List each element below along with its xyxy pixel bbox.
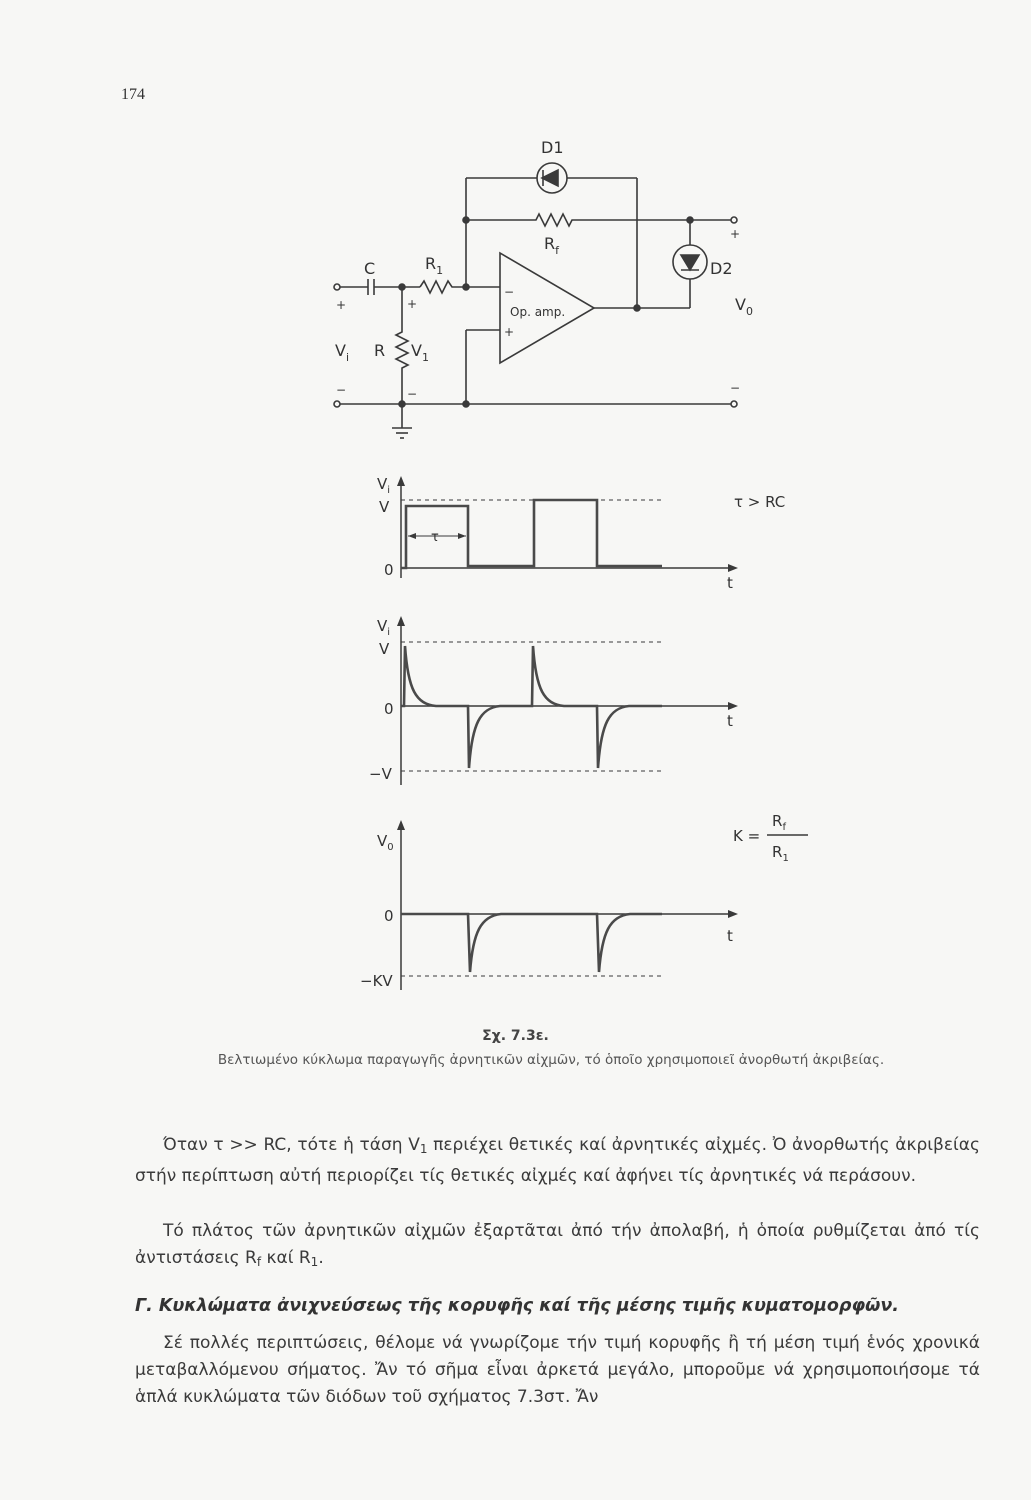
g2-x-arrow: [728, 702, 738, 710]
p2-text-b: καί R: [261, 1248, 311, 1268]
junction-ground-opamp: [463, 401, 469, 407]
opamp-minus-sign: −: [504, 285, 515, 299]
g3-neg-tick: −KV: [360, 972, 393, 990]
g3-k-lhs: K =: [733, 827, 761, 845]
paragraph-1: [135, 1132, 980, 1190]
d2-diode-icon: [681, 255, 699, 270]
p2-sub-1: 1: [310, 1255, 319, 1269]
vo-plus-sign: +: [730, 227, 741, 241]
figure-caption-title: Σχ. 7.3ε.: [482, 1028, 549, 1044]
graph-differentiated-spikes: [369, 616, 738, 785]
d2-label: D2: [710, 259, 733, 278]
graph-input-square-wave: [377, 475, 785, 592]
g3-x-arrow: [728, 910, 738, 918]
junction-r1: [463, 284, 469, 290]
g3-zero: 0: [384, 907, 394, 925]
vo-label: $V_0$: [735, 295, 753, 318]
g1-condition: τ > RC: [734, 493, 786, 511]
output-plus-terminal: [731, 217, 737, 223]
g2-v-tick: V: [379, 640, 390, 658]
g2-spike-wave: [401, 646, 662, 768]
rf-label: $R_f$: [544, 234, 559, 257]
p2-text-a: Τό πλάτος τῶν ἀρνητικῶν αἰχμῶν ἐξαρτᾶται ἀπό τήν ἀπολαβή, ἡ ὁποία ρυθμίζεται ἀπό τίς ἀντιστάσεις R: [135, 1221, 980, 1268]
opamp-label: Op. amp.: [510, 305, 566, 319]
g2-t-label: t: [727, 712, 733, 730]
g1-ylabel: $V_i$: [377, 475, 391, 496]
g3-output-wave: [401, 914, 662, 972]
output-minus-terminal: [731, 401, 737, 407]
vo-minus-sign: −: [730, 381, 741, 395]
vi-plus-sign: +: [336, 298, 347, 312]
paragraph-2: [135, 1218, 980, 1276]
d1-label: D1: [541, 138, 564, 157]
g1-tau-arrow-right: [458, 533, 466, 539]
g3-t-label: t: [727, 927, 733, 945]
p1-text-b: περιέχει θετικές καί ἀρνητικές αἰχμές. Ὀ ἀνορθωτής ἀκριβείας στήν περίπτωση αὐτή περιορίζει τίς θετικές αἰχμές καί ἀφήνει τίς ἀρνητικές νά περάσουν.: [135, 1135, 980, 1186]
r1-resistor: [420, 281, 500, 293]
junction-rf: [463, 217, 469, 223]
p2-sub-f: f: [256, 1255, 262, 1269]
g3-y-arrow: [397, 820, 405, 830]
v1-minus-sign: −: [407, 387, 418, 401]
g3-k-denominator: $R_1$: [772, 843, 789, 864]
input-minus-terminal: [334, 401, 340, 407]
junction-ground-r: [399, 401, 405, 407]
g2-ylabel: $V_i$: [377, 617, 391, 638]
g1-x-arrow: [728, 564, 738, 572]
page-number: 174: [121, 86, 145, 103]
g3-ylabel: $V_0$: [377, 832, 394, 853]
g1-y-arrow: [397, 476, 405, 486]
g3-k-numerator: $R_f$: [772, 812, 786, 833]
g1-zero: 0: [384, 561, 394, 579]
figure-caption-description: Βελτιωμένο κύκλωμα παραγωγῆς ἀρνητικῶν αἰχμῶν, τό ὁποῖο χρησιμοποιεῖ ἀνορθωτή ἀκριβείας.: [217, 1052, 885, 1068]
g1-tau-arrow-left: [408, 533, 416, 539]
g1-tau-label: τ: [431, 530, 439, 545]
graph-output-spikes: [360, 812, 808, 990]
junction-d2: [687, 217, 693, 223]
junction-r: [399, 284, 405, 290]
section-heading: Γ. Κυκλώματα ἀνιχνεύσεως τῆς κορυφῆς καί τῆς μέσης τιμῆς κυματομορφῶν.: [135, 1296, 899, 1316]
v1-label: $V_1$: [411, 341, 429, 364]
g2-zero: 0: [384, 700, 394, 718]
c-label: C: [364, 259, 376, 278]
junction-output: [634, 305, 640, 311]
vi-label: $V_i$: [335, 341, 350, 364]
paragraph-3: Σέ πολλές περιπτώσεις, θέλομε νά γνωρίζομε τήν τιμή κορυφῆς ἢ τή μέση τιμή ἑνός χρονικά μεταβαλλόμενου σήματος. Ἄν τό σῆμα εἶναι ἀρκετά μεγάλο, μποροῦμε νά χρησιμοποιήσομε τά ἁπλά κυκλώματα τῶν διόδων τοῦ σχήματος 7.3στ. Ἄν: [135, 1333, 980, 1407]
p1-text-a: Όταν τ >> RC, τότε ἡ τάση V: [163, 1135, 420, 1155]
r-label: R: [374, 341, 386, 360]
p2-text-c: .: [318, 1248, 324, 1268]
v1-plus-sign: +: [407, 297, 418, 311]
g2-neg-tick: −V: [369, 765, 392, 783]
vi-minus-sign: −: [336, 383, 347, 397]
g1-v-tick: V: [379, 498, 390, 516]
g2-y-arrow: [397, 616, 405, 626]
g1-square-wave: [401, 500, 662, 568]
opamp-plus-sign: +: [504, 325, 515, 339]
r1-label: $R_1$: [425, 254, 444, 277]
g1-t-label: t: [727, 574, 733, 592]
p1-sub: 1: [419, 1142, 428, 1156]
input-plus-terminal: [334, 284, 340, 290]
